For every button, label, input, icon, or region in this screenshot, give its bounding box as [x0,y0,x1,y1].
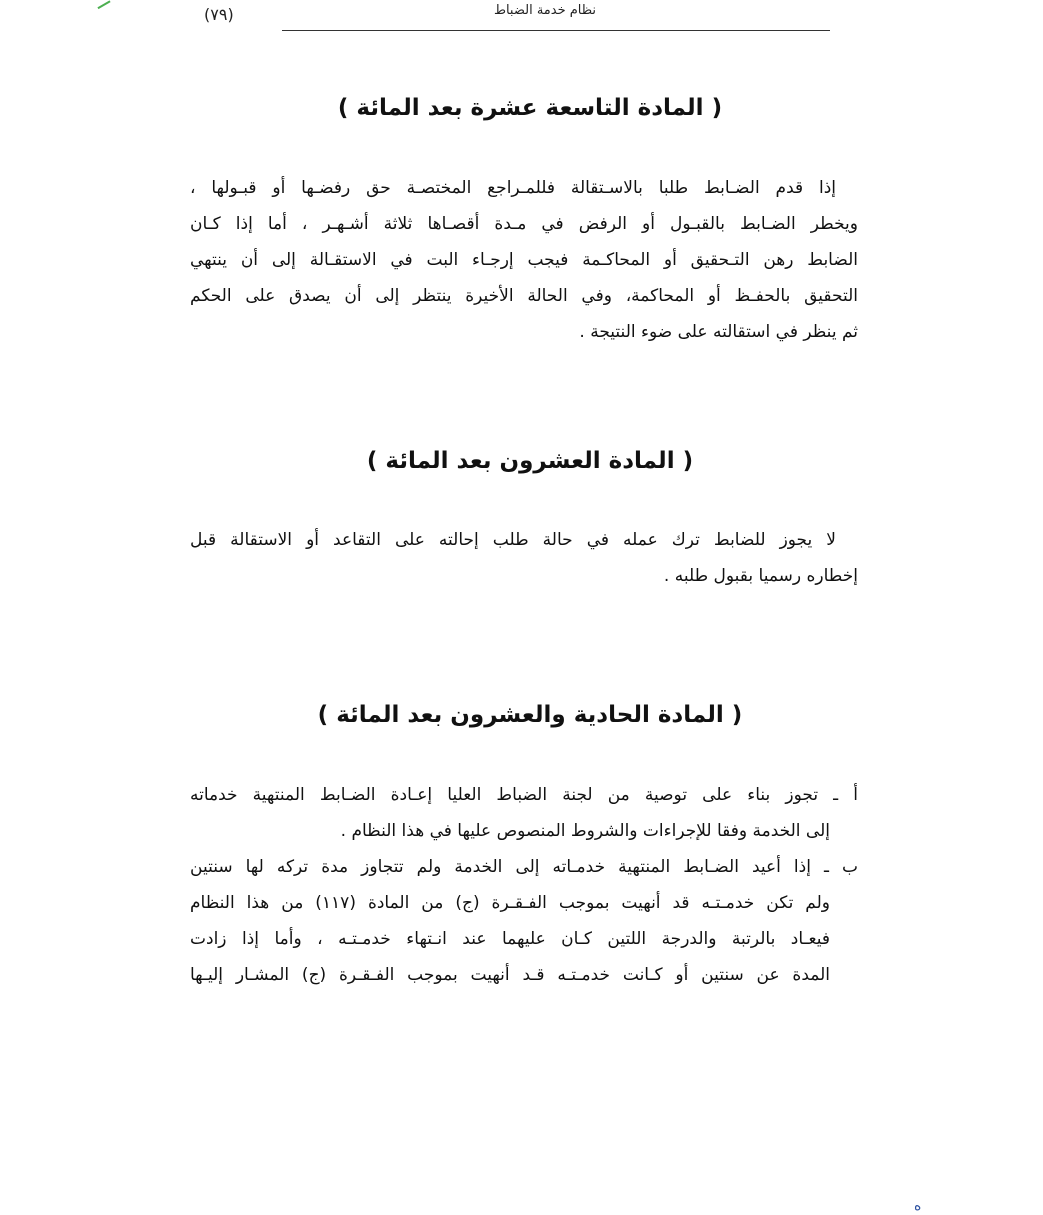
article-121-clause-a-line-1: أ ـ تجوز بناء على توصية من لجنة الضباط العليا إعـادة الضـابط المنتهية خدماته [190,785,858,805]
article-119-heading: ( المادة التاسعة عشرة بعد المائة ) [337,95,723,121]
running-title: نظام خدمة الضباط [493,3,597,18]
article-121-clause-b-line-4: المدة عن سنتين أو كـانت خدمـتـه قـد أنهيت بموجب الفـقـرة (ج) المشـار إليـها [190,965,830,985]
article-121-clause-b-line-3: فيعـاد بالرتبة والدرجة اللتين كـان عليهما عند انـتهاء خدمـتـه ، وأما إذا زادت [190,929,830,949]
article-121-heading: ( المادة الحادية والعشرون بعد المائة ) [317,702,743,728]
article-119-line-2: ويخطر الضـابط بالقبـول أو الرفض في مـدة أقصـاها ثلاثة أشـهـر ، أما إذا كـان [190,214,858,234]
article-120-body [190,522,858,594]
page-number: (٧٩) [204,5,234,24]
article-120-line-1: لا يجوز للضابط ترك عمله في حالة طلب إحالته على التقاعد أو الاستقالة قبل [190,530,836,550]
green-corner-mark [95,0,110,9]
article-119-line-4: التحقيق بالحفـظ أو المحاكمة، وفي الحالة الأخيرة ينتظر إلى أن يصدق على الحكم [190,286,858,306]
article-121-clause-b-line-1: ب ـ إذا أعيد الضـابط المنتهية خدمـاته إلى الخدمة ولم تتجاوز مدة تركه لها سنتين [190,857,858,877]
article-119-line-1: إذا قدم الضـابط طلبا بالاسـتقالة فللمـراجع المختصـة حق رفضـها أو قبـولها ، [190,178,836,198]
article-119-body [190,170,858,350]
header-divider [282,30,830,31]
article-119-line-3: الضابط رهن التـحقيق أو المحاكـمة فيجب إرجـاء البت في الاستقـالة إلى أن ينتهي [190,250,858,270]
footer-mark: ه [914,1198,922,1214]
article-120-heading: ( المادة العشرون بعد المائة ) [366,448,694,474]
article-119-line-5: ثم ينظر في استقالته على ضوء النتيجة . [579,322,858,342]
article-121-clause-a-line-2: إلى الخدمة وفقا للإجراءات والشروط المنصوص عليها في هذا النظام . [340,821,830,841]
article-121-clause-b-line-2: ولم تكن خدمـتـه قد أنهيت بموجب الفـقـرة (ج) من المادة (١١٧) من هذا النظام [190,893,831,913]
article-120-line-2: إخطاره رسميا بقبول طلبه . [663,566,858,586]
article-121-body [190,777,858,993]
